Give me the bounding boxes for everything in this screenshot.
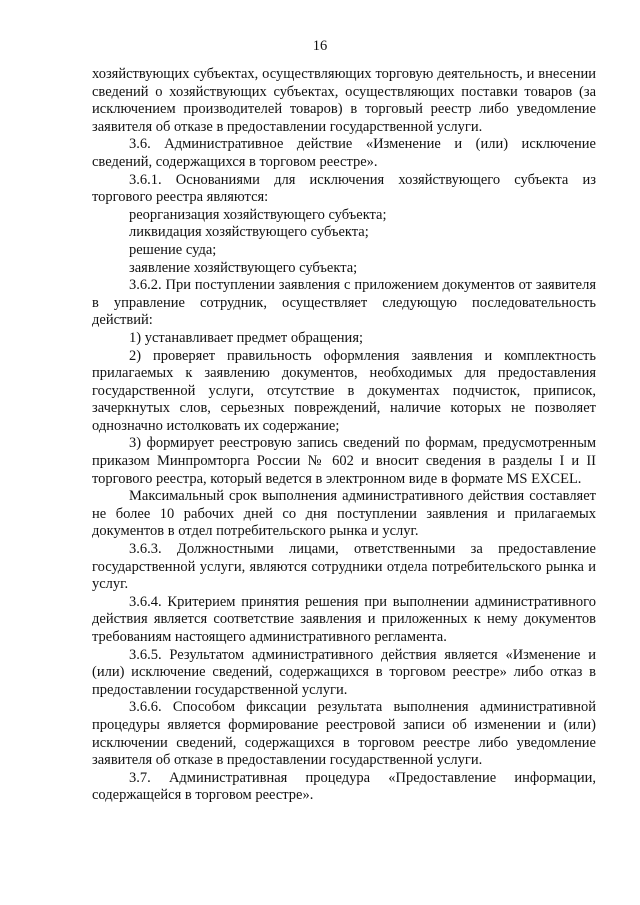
list-item: ликвидация хозяйствующего субъекта; <box>129 224 369 241</box>
list-item: решение суда; <box>129 241 217 258</box>
paragraph: 3.6.6. Способом фиксации результата выполнения административной процедуры является формирование реестровой записи об изменении и (или) исключении сведений, содержащихся в торговом реестре либо уведомление заявителя об отказе в предоставлении государственной услуги. <box>92 699 596 769</box>
paragraph: 3.6.1. Основаниями для исключения хозяйствующего субъекта из торгового реестра являются: <box>92 171 596 206</box>
paragraph: 3.6.3. Должностными лицами, ответственными за предоставление государственной услуги, являются сотрудники отдела потребительского рынка и услуг. <box>92 541 596 593</box>
paragraph-section-heading: 3.7. Административная процедура «Предоставление информации, содержащейся в торговом реестре». <box>92 769 596 804</box>
paragraph: 3.6.5. Результатом административного действия является «Изменение и (или) исключение сведений, содержащихся в торговом реестре» либо отказ в предоставлении государственной услуги. <box>92 646 596 698</box>
paragraph: 3) формирует реестровую запись сведений по формам, предусмотренным приказом Минпромторга России № 602 и вносит сведения в разделы I и II торгового реестра, который ведется в электронном виде в формате MS EXCEL. <box>92 435 596 487</box>
paragraph: 2) проверяет правильность оформления заявления и комплектность прилагаемых к заявлению документов, необходимых для предоставления государственной услуги, отсутствие в документах подчисток, приписок, зачеркнутых слов, серьезных повреждений, наличие которых не позволяет однозначно истолковать их содержание; <box>92 347 596 434</box>
list-item: реорганизация хозяйствующего субъекта; <box>129 206 387 223</box>
paragraph: 3.6.2. При поступлении заявления с приложением документов от заявителя в управление сотрудник, осуществляет следующую последовательность действий: <box>92 277 596 329</box>
paragraph-section-heading: 3.6. Административное действие «Изменение и (или) исключение сведений, содержащихся в торговом реестре». <box>92 136 596 170</box>
paragraph: 1) устанавливает предмет обращения; <box>129 329 364 346</box>
paragraph: Максимальный срок выполнения административного действия составляет не более 10 рабочих дней со дня поступлении заявления и прилагаемых документов в отдел потребительского рынка и услуг. <box>92 488 596 540</box>
document-body <box>92 66 596 805</box>
list-item: заявление хозяйствующего субъекта; <box>129 259 358 276</box>
paragraph: хозяйствующих субъектах, осуществляющих торговую деятельность, и внесении сведений о хозяйствующих субъектах, осуществляющих поставки товаров (за исключением производителей товаров) в торговый реестр либо уведомление заявителя об отказе в предоставлении государственной услуги. <box>92 66 596 135</box>
page-number: 16 <box>312 38 328 54</box>
paragraph: 3.6.4. Критерием принятия решения при выполнении административного действия является соответствие заявления и приложенных к нему документов требованиям настоящего административного регламента. <box>92 593 596 645</box>
